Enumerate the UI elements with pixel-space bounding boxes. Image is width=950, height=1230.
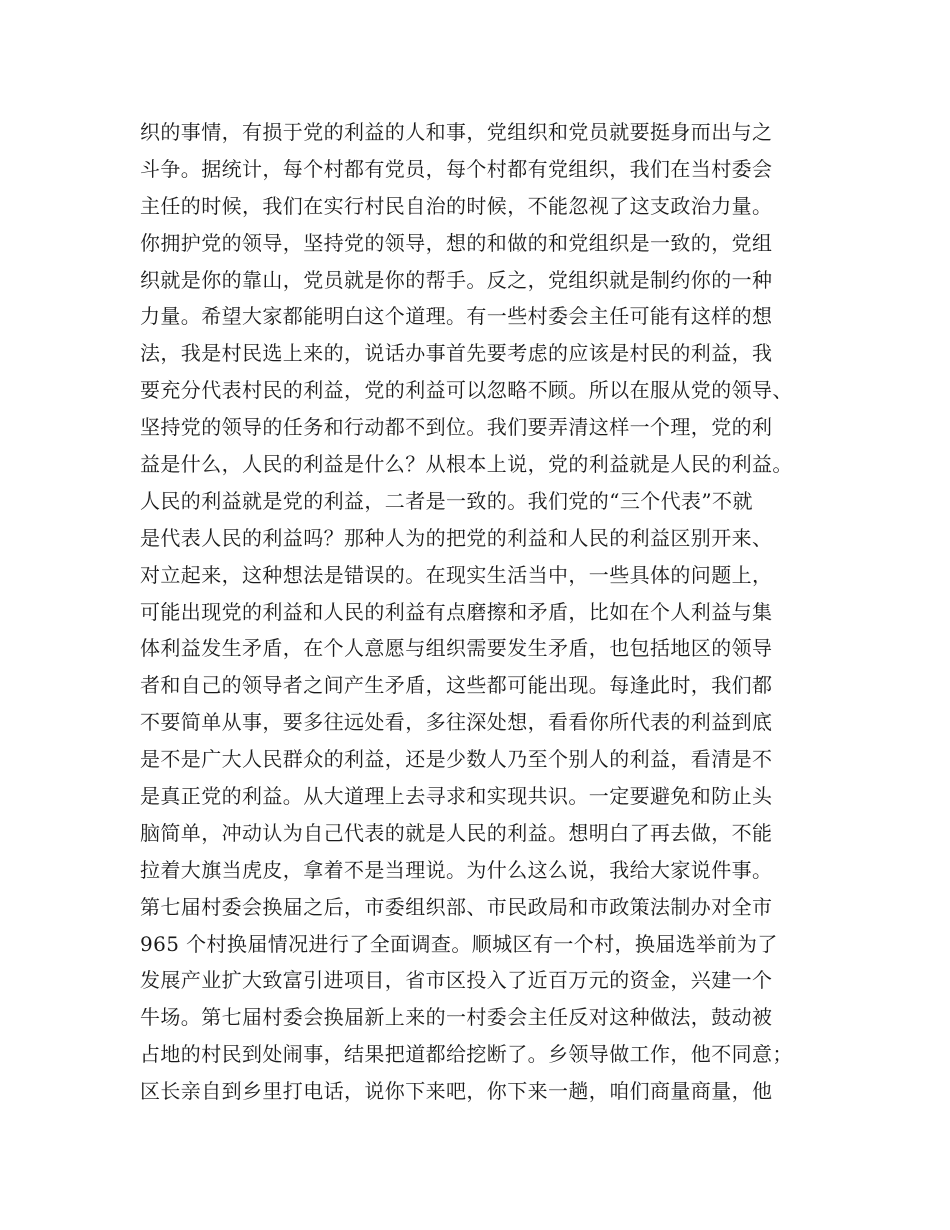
text-line: 织就是你的靠山，党员就是你的帮手。反之，党组织就是制约你的一种 <box>140 267 773 292</box>
text-line: 是真正党的利益。从大道理上去寻求和实现共识。一定要避免和防止头 <box>140 784 773 809</box>
text-line: 拉着大旗当虎皮，拿着不是当理说。为什么这么说，我给大家说件事。 <box>140 857 773 882</box>
text-line: 区长亲自到乡里打电话，说你下来吧，你下来一趟，咱们商量商量，他 <box>140 1079 773 1104</box>
text-line: 可能出现党的利益和人民的利益有点磨擦和矛盾，比如在个人利益与集 <box>140 599 773 624</box>
text-line: 965 个村换届情况进行了全面调查。顺城区有一个村，换届选举前为了 <box>140 931 778 956</box>
text-line: 织的事情，有损于党的利益的人和事，党组织和党员就要挺身而出与之 <box>140 120 773 144</box>
text-line: 体利益发生矛盾，在个人意愿与组织需要发生矛盾，也包括地区的领导 <box>140 636 773 661</box>
text-line: 你拥护党的领导，坚持党的领导，想的和做的和党组织是一致的，党组 <box>140 230 773 255</box>
text-line: 要充分代表村民的利益，党的利益可以忽略不顾。所以在服从党的领导、 <box>140 378 793 403</box>
text-line: 益是什么，人民的利益是什么？从根本上说，党的利益就是人民的利益。 <box>140 452 793 477</box>
text-line: 占地的村民到处闹事，结果把道都给挖断了。乡领导做工作，他不同意； <box>140 1042 793 1067</box>
text-line: 对立起来，这种想法是错误的。在现实生活当中，一些具体的问题上， <box>140 562 773 587</box>
text-line: 法，我是村民选上来的，说话办事首先要考虑的应该是村民的利益，我 <box>140 341 773 366</box>
text-line: 力量。希望大家都能明白这个道理。有一些村委会主任可能有这样的想 <box>140 304 773 329</box>
text-line: 第七届村委会换届之后，市委组织部、市民政局和市政策法制办对全市 <box>140 894 773 919</box>
text-line: 者和自己的领导者之间产生矛盾，这些都可能出现。每逢此时，我们都 <box>140 673 773 698</box>
text-line: 发展产业扩大致富引进项目，省市区投入了近百万元的资金，兴建一个 <box>140 968 773 993</box>
text-line: 坚持党的领导的任务和行动都不到位。我们要弄清这样一个理，党的利 <box>140 415 773 440</box>
text-line: 牛场。第七届村委会换届新上来的一村委会主任反对这种做法，鼓动被 <box>140 1005 773 1030</box>
text-line: 是代表人民的利益吗？那种人为的把党的利益和人民的利益区别开来、 <box>140 525 773 550</box>
text-line: 主任的时候，我们在实行村民自治的时候，不能忽视了这支政治力量。 <box>140 193 773 218</box>
text-line: 是不是广大人民群众的利益，还是少数人乃至个别人的利益，看清是不 <box>140 747 773 772</box>
text-line: 斗争。据统计，每个村都有党员，每个村都有党组织，我们在当村委会 <box>140 156 773 181</box>
text-line: 不要简单从事，要多往远处看，多往深处想，看看你所代表的利益到底 <box>140 710 773 735</box>
body-text <box>140 114 830 1110</box>
text-line: 脑简单，冲动认为自己代表的就是人民的利益。想明白了再去做，不能 <box>140 820 773 845</box>
text-line: 人民的利益就是党的利益，二者是一致的。我们党的“三个代表”不就 <box>140 488 753 513</box>
